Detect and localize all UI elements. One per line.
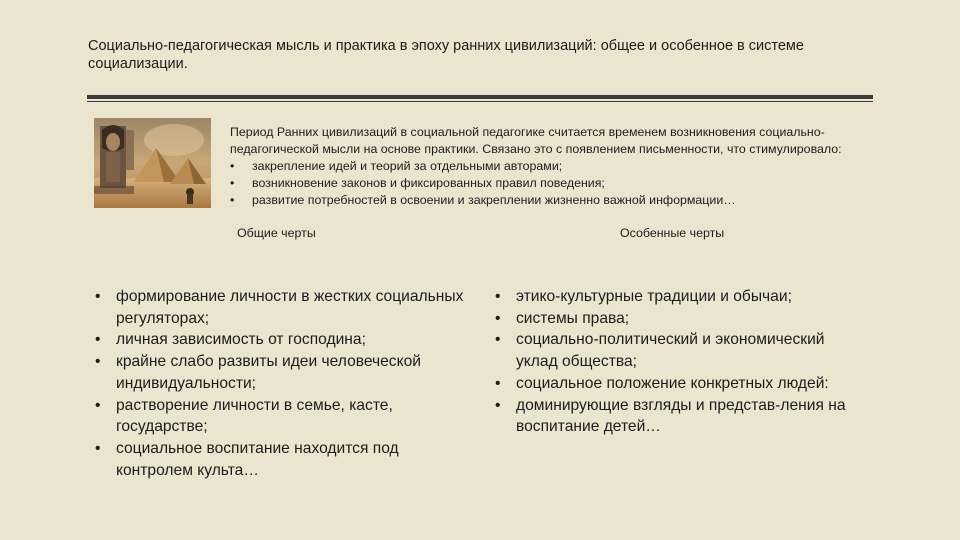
title-divider-thick — [87, 95, 873, 99]
common-features-heading: Общие черты — [237, 226, 316, 240]
list-item: • этико-культурные традиции и обычаи; — [495, 286, 865, 308]
special-features-heading: Особенные черты — [620, 226, 725, 240]
list-item: • закрепление идей и теорий за отдельными авторами; — [230, 158, 870, 175]
special-features-list — [495, 286, 865, 438]
list-item: • возникновение законов и фиксированных правил поведения; — [230, 175, 870, 192]
list-item: • личная зависимость от господина; — [95, 329, 475, 351]
list-item: • социальное положение конкретных людей: — [495, 373, 865, 395]
list-item: • развитие потребностей в освоении и закреплении жизненно важной информации… — [230, 192, 870, 209]
common-features-list — [95, 286, 475, 481]
list-item: • социально-политический и экономический уклад общества; — [495, 329, 865, 372]
list-item: • крайне слабо развиты идеи человеческой индивидуальности; — [95, 351, 475, 394]
list-item: • социальное воспитание находится под контролем культа… — [95, 438, 475, 481]
intro-block — [230, 124, 870, 209]
list-item: • доминирующие взгляды и представ-ления на воспитание детей… — [495, 395, 865, 438]
list-item: • формирование личности в жестких социальных регуляторах; — [95, 286, 475, 329]
ancient-egypt-illustration — [94, 118, 211, 208]
list-item: • системы права; — [495, 308, 865, 330]
intro-paragraph: Период Ранних цивилизаций в социальной педагогике считается временем возникновения социально-педагогической мысли на основе практики. Связано это с появлением письменности, что стимулировало: — [230, 125, 842, 156]
list-item: • растворение личности в семье, касте, государстве; — [95, 395, 475, 438]
title-divider-thin — [87, 101, 873, 102]
slide-title: Социально-педагогическая мысль и практика в эпоху ранних цивилизаций: общее и особенное в системе социализации. — [88, 38, 804, 72]
intro-bullet-list — [230, 158, 870, 209]
